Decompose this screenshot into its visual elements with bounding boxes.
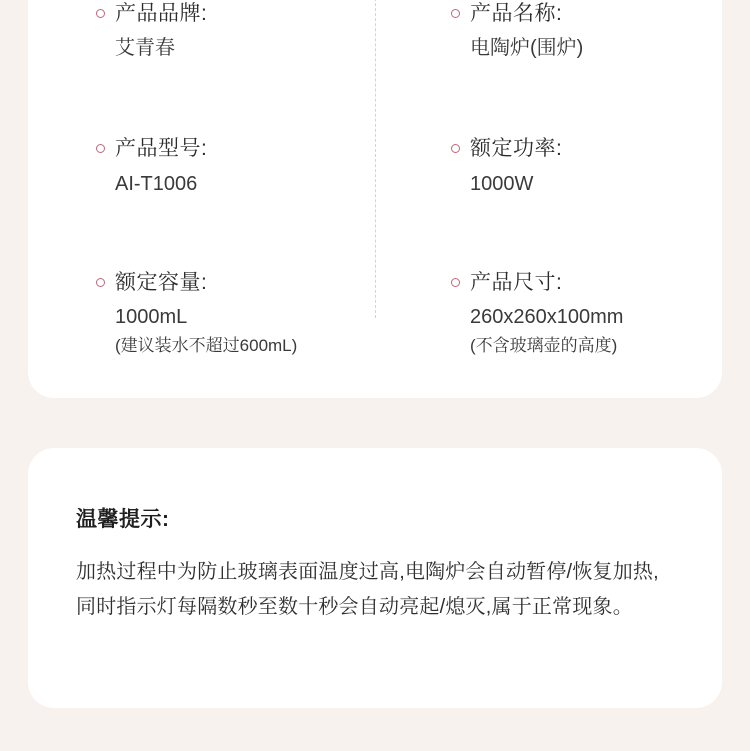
spec-label: 产品名称: (470, 2, 563, 25)
spec-label: 额定功率: (470, 137, 563, 161)
spec-note: (建议装水不超过600mL) (115, 335, 298, 355)
spec-value: 电陶炉(围炉) (470, 37, 584, 60)
spec-item-brand (96, 0, 373, 63)
circle-bullet-icon (96, 144, 105, 153)
spec-label: 产品尺寸: (470, 270, 563, 294)
specification-card (28, 0, 722, 398)
spec-item-dimensions (451, 269, 722, 359)
spec-label-line (96, 0, 373, 27)
spec-label-line (96, 135, 373, 162)
spec-label-line (451, 0, 722, 27)
circle-bullet-icon (96, 9, 105, 18)
tip-title: 温馨提示: (76, 508, 170, 531)
spec-column-right (373, 0, 722, 398)
spec-value: 260x260x100mm (470, 305, 624, 328)
circle-bullet-icon (451, 144, 460, 153)
spec-value: 1000W (470, 172, 534, 195)
tip-body-text: 加热过程中为防止玻璃表面温度过高,电陶炉会自动暂停/恢复加热,同时指示灯每隔数秒至数十秒会自动亮起/熄灭,属于正常现象。 (76, 561, 659, 618)
spec-column-left (28, 0, 373, 398)
spec-label-line (451, 135, 722, 162)
spec-note: (不含玻璃壶的高度) (470, 335, 618, 355)
spec-value: 艾青春 (115, 37, 175, 60)
spec-value: 1000mL (115, 305, 188, 328)
spec-label-line (451, 269, 722, 296)
spec-value: AI-T1006 (115, 172, 198, 195)
spec-item-product-name (451, 0, 722, 63)
circle-bullet-icon (96, 278, 105, 287)
spec-item-capacity (96, 269, 373, 359)
circle-bullet-icon (451, 278, 460, 287)
specification-grid (28, 0, 722, 398)
spec-label: 产品型号: (115, 137, 208, 161)
spec-item-model (96, 135, 373, 198)
spec-item-rated-power (451, 135, 722, 198)
circle-bullet-icon (451, 9, 460, 18)
warm-tip-card (28, 448, 722, 708)
spec-label-line (96, 269, 373, 296)
spec-label: 额定容量: (115, 270, 208, 294)
spec-label: 产品品牌: (115, 2, 208, 25)
